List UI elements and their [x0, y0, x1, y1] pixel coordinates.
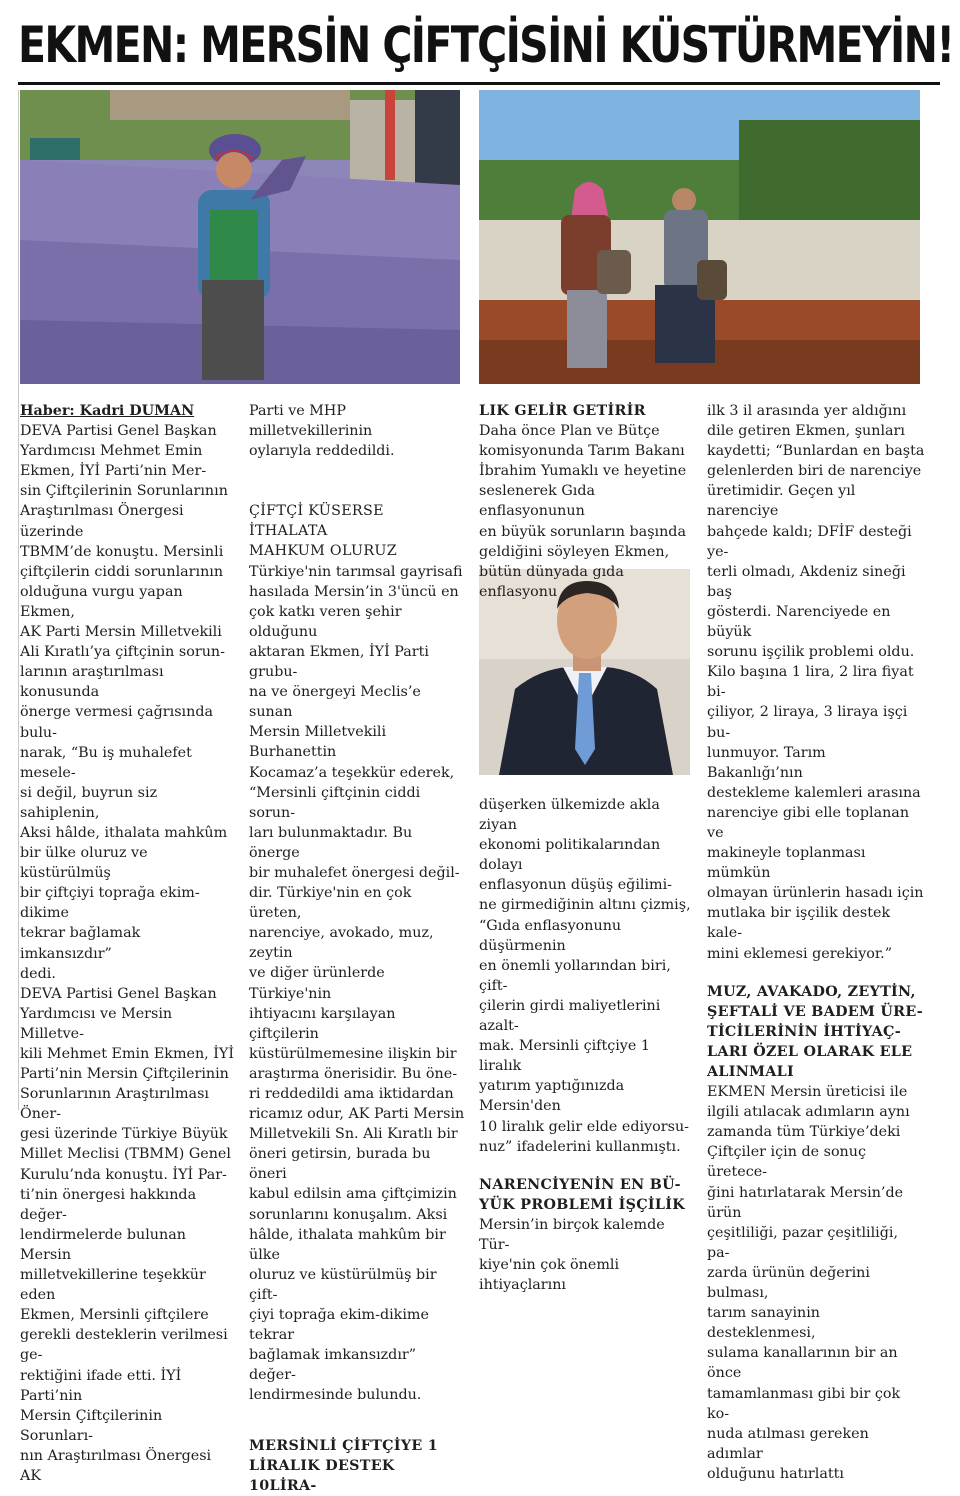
- text-line: hasılada Mersin’in 3'üncü en: [249, 583, 459, 600]
- text-line: en önemli yollarından biri, çift-: [479, 957, 671, 994]
- text-line: aktaran Ekmen, İYİ Parti grubu-: [249, 643, 429, 681]
- text-line: lunmuyor. Tarım Bakanlığı’nın: [707, 744, 826, 781]
- subheading-ureticiler: [707, 982, 925, 1082]
- text-line: Ekmen, Mersinli çiftçilere: [20, 1307, 209, 1324]
- text-line: DEVA Partisi Genel Başkan: [20, 423, 217, 440]
- col3-body-c: [479, 1215, 694, 1295]
- col4-body-b: [707, 1082, 925, 1484]
- text-line: mutlaka bir işçilik destek kale-: [707, 905, 891, 942]
- text-line: tarım sanayinin desteklenmesi,: [707, 1305, 821, 1342]
- text-line: ilk 3 il arasında yer aldığını: [707, 403, 907, 419]
- subheading-line: ÇİFTÇİ KÜSERSE İTHALATA: [249, 503, 384, 540]
- subheading-line: MUZ, AVAKADO, ZEYTİN,: [707, 983, 916, 1000]
- text-line: rektiğini ifade etti. İYİ Parti’nin: [20, 1367, 182, 1404]
- text-line: düşerken ülkemizde akla ziyan: [479, 797, 660, 834]
- col3-body-a: [479, 421, 694, 602]
- text-line: üretimidir. Geçen yıl narenciye: [707, 483, 856, 520]
- article-column-3-bottom: [479, 795, 694, 1295]
- article-column-2: [249, 401, 467, 1496]
- text-line: ları bulunmaktadır. Bu önerge: [249, 824, 413, 861]
- text-line: ricamız odur, AK Parti Mersin: [249, 1106, 465, 1123]
- text-line: Kilo başına 1 lira, 2 lira fiyat bi-: [707, 664, 914, 701]
- text-line: Mersin Milletvekili Burhanettin: [249, 724, 387, 761]
- text-line: Mersin’in birçok kalemde Tür-: [479, 1216, 665, 1253]
- text-line: tekrar bağlamak imkansızdır”: [20, 925, 141, 962]
- text-line: EKMEN Mersin üreticisi ile: [707, 1084, 908, 1101]
- text-line: Yardımcısı Mehmet Emin: [20, 443, 203, 460]
- text-line: Çiftçiler için de sonuç üretece-: [707, 1144, 866, 1181]
- byline: Haber: Kadri DUMAN: [20, 403, 195, 419]
- text-line: tamamlanması gibi bir çok ko-: [707, 1385, 901, 1422]
- text-line: küstürülmemesine ilişkin bir: [249, 1045, 457, 1062]
- subheading-line: MERSİNLİ ÇİFTÇİYE 1: [249, 1437, 439, 1454]
- text-line: gesi üzerinde Türkiye Büyük: [20, 1126, 228, 1143]
- col1-body: [20, 421, 235, 1486]
- text-line: larının araştırılması konusunda: [20, 664, 164, 701]
- text-line: Araştırılması Önergesi üzerinde: [20, 503, 184, 540]
- text-line: olduğuna vurgu yapan Ekmen,: [20, 583, 183, 620]
- subheading-line: LİRALIK DESTEK 10LİRA-: [249, 1457, 395, 1494]
- subheading-gelir: LIK GELİR GETİRİR: [479, 403, 646, 419]
- lavender-field-photo: [20, 90, 460, 384]
- text-line: çiliyor, 2 liraya, 3 liraya işçi bu-: [707, 704, 908, 741]
- text-line: Mersin Çiftçilerinin Sorunları-: [20, 1407, 163, 1444]
- article-column-1: [20, 401, 235, 1486]
- text-line: bağlamak imkansızdır” değer-: [249, 1347, 417, 1384]
- text-line: seslenerek Gıda enflasyonunun: [479, 483, 596, 520]
- text-line: bir çiftçiyi toprağa ekim-dikime: [20, 885, 200, 922]
- text-line: ihtiyacını karşılayan çiftçilerin: [249, 1005, 396, 1042]
- text-line: ekonomi politikalarından dolayı: [479, 837, 661, 874]
- text-line: sorunu işçilik problemi oldu.: [707, 644, 915, 661]
- text-line: 10 liralık gelir elde ediyorsu-: [479, 1118, 689, 1135]
- text-line: terli olmadı, Akdeniz sineği baş: [707, 563, 906, 600]
- text-line: enflasyonun düşüş eğilimi-: [479, 877, 672, 894]
- text-line: lendirmelerde bulunan Mersin: [20, 1226, 186, 1263]
- col2-body-b: [249, 562, 467, 1406]
- farmers-field-photo: [479, 90, 920, 384]
- text-line: nın Araştırılması Önergesi AK: [20, 1447, 212, 1484]
- text-line: olmayan ürünlerin hasadı için: [707, 885, 924, 902]
- subheading-ithalata: [249, 501, 467, 561]
- text-line: Ekmen, İYİ Parti’nin Mer-: [20, 463, 207, 480]
- text-line: mak. Mersinli çiftçiye 1 liralık: [479, 1038, 650, 1075]
- text-line: çok katkı veren şehir olduğunu: [249, 603, 402, 640]
- text-line: olduğunu hatırlattı: [707, 1465, 844, 1482]
- subheading-line: YÜK PROBLEMİ İŞÇİLİK: [479, 1196, 685, 1213]
- text-line: narenciye gibi elle toplanan ve: [707, 804, 910, 841]
- text-line: mini eklemesi gerekiyor.”: [707, 945, 893, 962]
- text-line: bir ülke oluruz ve küstürülmüş: [20, 845, 148, 882]
- text-line: çiftçilerin ciddi sorunlarının: [20, 563, 224, 580]
- text-line: Sorunlarının Araştırılması Öner-: [20, 1086, 209, 1123]
- col4-body-a: [707, 401, 925, 964]
- subheading-line: ALINMALI: [707, 1064, 794, 1080]
- text-line: gerekli desteklerin verilmesi ge-: [20, 1327, 228, 1364]
- text-line: Türkiye'nin tarımsal gayrisafi: [249, 563, 463, 580]
- subheading-line: ŞEFTALİ VE BADEM ÜRE-: [707, 1003, 924, 1020]
- text-line: yatırım yaptığınızda Mersin'den: [479, 1078, 625, 1115]
- text-line: Parti ve MHP milletvekillerinin: [249, 403, 373, 440]
- text-line: ne girmediğinin altını çizmiş,: [479, 897, 691, 914]
- text-line: ilgili atılacak adımların aynı: [707, 1104, 910, 1121]
- text-line: nuz” ifadelerini kullanmıştı.: [479, 1138, 681, 1155]
- text-line: geldiğini söyleyen Ekmen,: [479, 543, 670, 560]
- text-line: kaydetti; “Bunlardan en başta: [707, 443, 925, 460]
- text-line: ğini hatırlatarak Mersin’de ürün: [707, 1184, 904, 1221]
- subheading-iscilik: [479, 1175, 694, 1215]
- text-line: dir. Türkiye'nin en çok üreten,: [249, 885, 412, 922]
- text-line: destekleme kalemleri arasına: [707, 784, 921, 801]
- subheading-line: LARI ÖZEL OLARAK ELE: [707, 1043, 913, 1060]
- text-line: dile getiren Ekmen, şunları: [707, 423, 905, 440]
- left-margin-line: [18, 90, 19, 1110]
- text-line: narak, “Bu iş muhalefet mesele-: [20, 744, 192, 781]
- text-line: Millet Meclisi (TBMM) Genel: [20, 1146, 231, 1163]
- text-line: Yardımcısı ve Mersin Milletve-: [20, 1005, 173, 1042]
- text-line: ve diğer ürünlerde Türkiye'nin: [249, 965, 385, 1002]
- text-line: sulama kanallarının bir an önce: [707, 1345, 898, 1382]
- subheading-line: TİCİLERİNİN İHTİYAÇ-: [707, 1023, 901, 1040]
- text-line: “Gıda enflasyonunu düşürmenin: [479, 917, 622, 954]
- text-line: narenciye, avokado, muz, zeytin: [249, 925, 434, 962]
- text-line: kiye'nin çok önemli ihtiyaçlarını: [479, 1257, 620, 1294]
- text-line: Parti’nin Mersin Çiftçilerinin: [20, 1066, 229, 1083]
- text-line: bir muhalefet önergesi değil-: [249, 864, 460, 881]
- text-line: İbrahim Yumaklı ve heyetine: [479, 463, 687, 480]
- subheading-line: NARENCİYENİN EN BÜ-: [479, 1176, 681, 1193]
- text-line: sin Çiftçilerinin Sorunlarının: [20, 483, 228, 500]
- text-line: önerge vermesi çağrısında bulu-: [20, 704, 213, 741]
- text-line: makineyle toplanması mümkün: [707, 845, 866, 882]
- article-column-4: [707, 401, 925, 1484]
- text-line: ti’nin önergesi hakkında değer-: [20, 1186, 197, 1223]
- text-line: bahçede kaldı; DFİF desteği ye-: [707, 523, 912, 560]
- headline: EKMEN: MERSİN ÇİFTÇİSİNİ KÜSTÜRMEYİN!: [18, 16, 954, 74]
- text-line: TBMM’de konuştu. Mersinli: [20, 543, 224, 560]
- text-line: bütün dünyada gıda enflasyonu: [479, 563, 624, 600]
- text-line: çiyi toprağa ekim-dikime tekrar: [249, 1307, 429, 1344]
- text-line: Aksi hâlde, ithalata mahkûm: [20, 824, 228, 841]
- text-line: ri reddedildi ama iktidardan: [249, 1086, 454, 1102]
- subheading-line: MAHKUM OLURUZ: [249, 543, 397, 560]
- text-line: en büyük sorunların başında: [479, 523, 686, 540]
- text-line: oluruz ve küstürülmüş bir çift-: [249, 1266, 437, 1303]
- text-line: nuda atılması gereken adımlar: [707, 1425, 869, 1462]
- text-line: zarda ürünün değerini bulması,: [707, 1264, 870, 1302]
- text-line: araştırma önerisidir. Bu öne-: [249, 1065, 458, 1082]
- text-line: Milletvekili Sn. Ali Kıratlı bir: [249, 1126, 458, 1143]
- text-line: Daha önce Plan ve Bütçe: [479, 423, 660, 440]
- headline-rule: [18, 82, 940, 85]
- text-line: Kocamaz’a teşekkür ederek,: [249, 764, 455, 781]
- text-line: DEVA Partisi Genel Başkan: [20, 985, 217, 1002]
- subheading-destek: [249, 1436, 467, 1496]
- text-line: öneri getirsin, burada bu öneri: [249, 1146, 431, 1183]
- text-line: sorunlarını konuşalım. Aksi: [249, 1206, 448, 1223]
- text-line: gelenlerden biri de narenciye: [707, 463, 922, 480]
- text-line: komisyonunda Tarım Bakanı: [479, 443, 685, 460]
- text-line: Kurulu’nda konuştu. İYİ Par-: [20, 1166, 227, 1183]
- text-line: hâlde, ithalata mahkûm bir ülke: [249, 1226, 446, 1263]
- text-line: dedi.: [20, 965, 56, 982]
- text-line: kabul edilsin ama çiftçimizin: [249, 1186, 457, 1203]
- text-line: kili Mehmet Emin Ekmen, İYİ: [20, 1046, 235, 1062]
- text-line: zamanda tüm Türkiye’deki: [707, 1124, 901, 1141]
- text-line: oylarıyla reddedildi.: [249, 443, 395, 460]
- text-line: lendirmesinde bulundu.: [249, 1387, 422, 1404]
- text-line: milletvekillerine teşekkür eden: [20, 1267, 206, 1304]
- col3-body-b: [479, 795, 694, 1157]
- text-line: AK Parti Mersin Milletvekili: [20, 624, 222, 641]
- text-line: gösterdi. Narenciyede en büyük: [707, 603, 891, 641]
- text-line: çeşitliliği, pazar çeşitliliği, pa-: [707, 1224, 899, 1261]
- col2-body-a: [249, 401, 467, 461]
- text-line: Ali Kıratlı’ya çiftçinin sorun-: [20, 644, 225, 661]
- article-column-3-top: [479, 401, 694, 602]
- text-line: na ve önergeyi Meclis’e sunan: [249, 684, 421, 721]
- text-line: si değil, buyrun siz sahiplenin,: [20, 784, 158, 821]
- text-line: “Mersinli çiftçinin ciddi sorun-: [249, 784, 421, 821]
- text-line: çilerin girdi maliyetlerini azalt-: [479, 997, 661, 1035]
